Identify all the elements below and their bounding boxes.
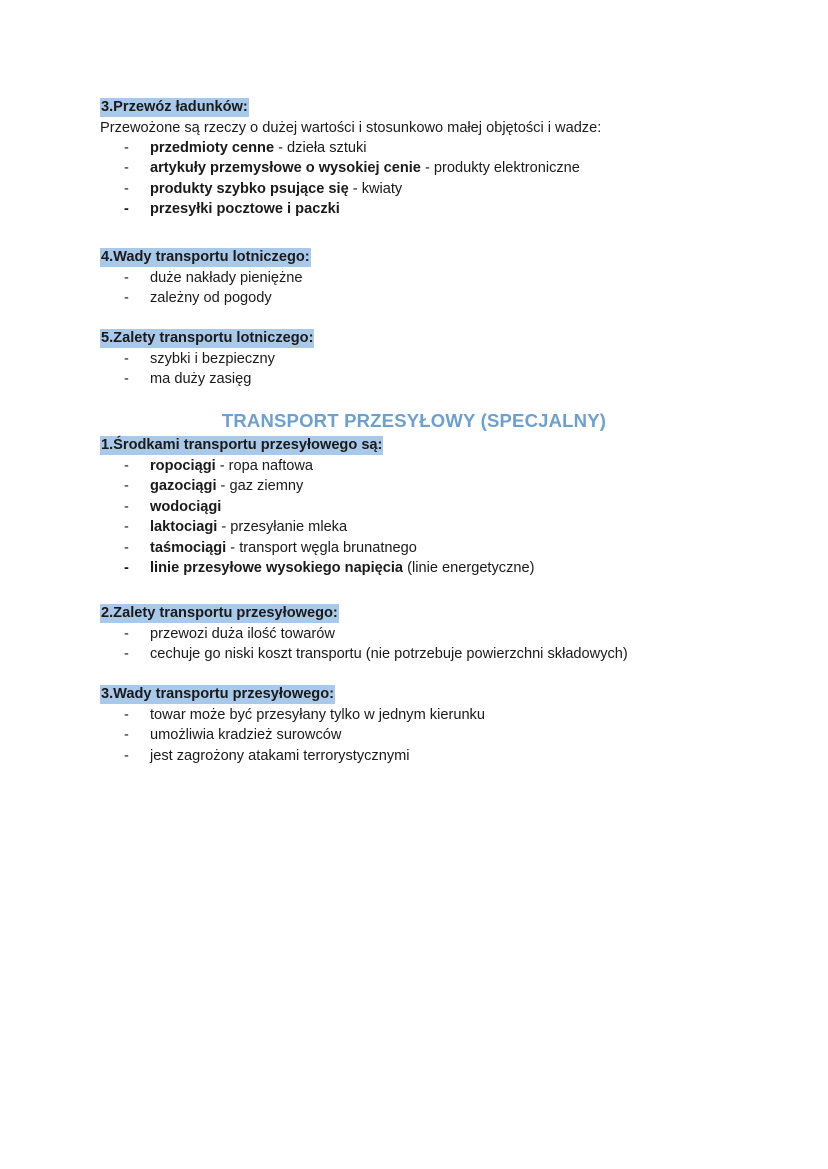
section-air-disadvantages bbox=[100, 248, 740, 309]
section-heading: 5.Zalety transportu lotniczego: bbox=[101, 330, 314, 346]
cargo-list bbox=[100, 138, 740, 220]
list-item: - gazociągi - gaz ziemny bbox=[124, 478, 304, 495]
list-item: - przedmioty cenne - dzieła sztuki bbox=[124, 140, 367, 156]
section-heading: 3.Wady transportu przesyłowego: bbox=[101, 686, 334, 702]
list-item: - cechuje go niski koszt transportu (nie potrzebuje powierzchni składowych) bbox=[124, 646, 628, 663]
list-item: - zależny od pogody bbox=[124, 290, 272, 307]
section-cargo bbox=[100, 98, 740, 220]
section-heading: 3.Przewóz ładunków: bbox=[101, 99, 248, 115]
list-item: - ropociągi - ropa naftowa bbox=[124, 458, 314, 474]
pipeline-means-list bbox=[100, 456, 740, 578]
list-item: - wodociągi bbox=[124, 498, 222, 515]
section-heading: 1.Środkami transportu przesyłowego są: bbox=[101, 437, 383, 453]
section-heading: 2.Zalety transportu przesyłowego: bbox=[101, 605, 338, 621]
list-item: - przewozi duża ilość towarów bbox=[124, 626, 335, 642]
pipeline-title: TRANSPORT PRZESYŁOWY (SPECJALNY) bbox=[221, 410, 607, 431]
list-item: - przesyłki pocztowe i paczki bbox=[124, 201, 340, 218]
list-item: - linie przesyłowe wysokiego napięcia (linie energetyczne) bbox=[124, 560, 535, 577]
pipeline-disadvantages-list bbox=[100, 705, 740, 766]
pipeline-advantages-list bbox=[100, 624, 740, 665]
air-advantages-list bbox=[100, 349, 740, 390]
list-item: - artykuły przemysłowe o wysokiej cenie - produkty elektroniczne bbox=[124, 160, 580, 177]
list-item: - umożliwia kradzież surowców bbox=[124, 727, 342, 744]
list-item: - laktociagi - przesyłanie mleka bbox=[124, 519, 348, 536]
section-intro: Przewożone są rzeczy o dużej wartości i stosunkowo małej objętości i wadze: bbox=[100, 120, 602, 136]
section-pipeline-advantages bbox=[100, 604, 740, 665]
list-item: - taśmociągi - transport węgla brunatnego bbox=[124, 539, 417, 556]
air-disadvantages-list bbox=[100, 268, 740, 309]
section-pipeline-means bbox=[100, 436, 740, 578]
list-item: - produkty szybko psujące się - kwiaty bbox=[124, 180, 403, 197]
list-item: - duże nakłady pieniężne bbox=[124, 270, 303, 286]
section-pipeline-disadvantages bbox=[100, 685, 740, 766]
list-item: - towar może być przesyłany tylko w jednym kierunku bbox=[124, 707, 485, 723]
list-item: - szybki i bezpieczny bbox=[124, 351, 275, 367]
list-item: - jest zagrożony atakami terrorystycznymi bbox=[124, 747, 410, 764]
section-air-advantages bbox=[100, 329, 740, 390]
list-item: - ma duży zasięg bbox=[124, 371, 252, 388]
section-heading: 4.Wady transportu lotniczego: bbox=[101, 249, 310, 265]
